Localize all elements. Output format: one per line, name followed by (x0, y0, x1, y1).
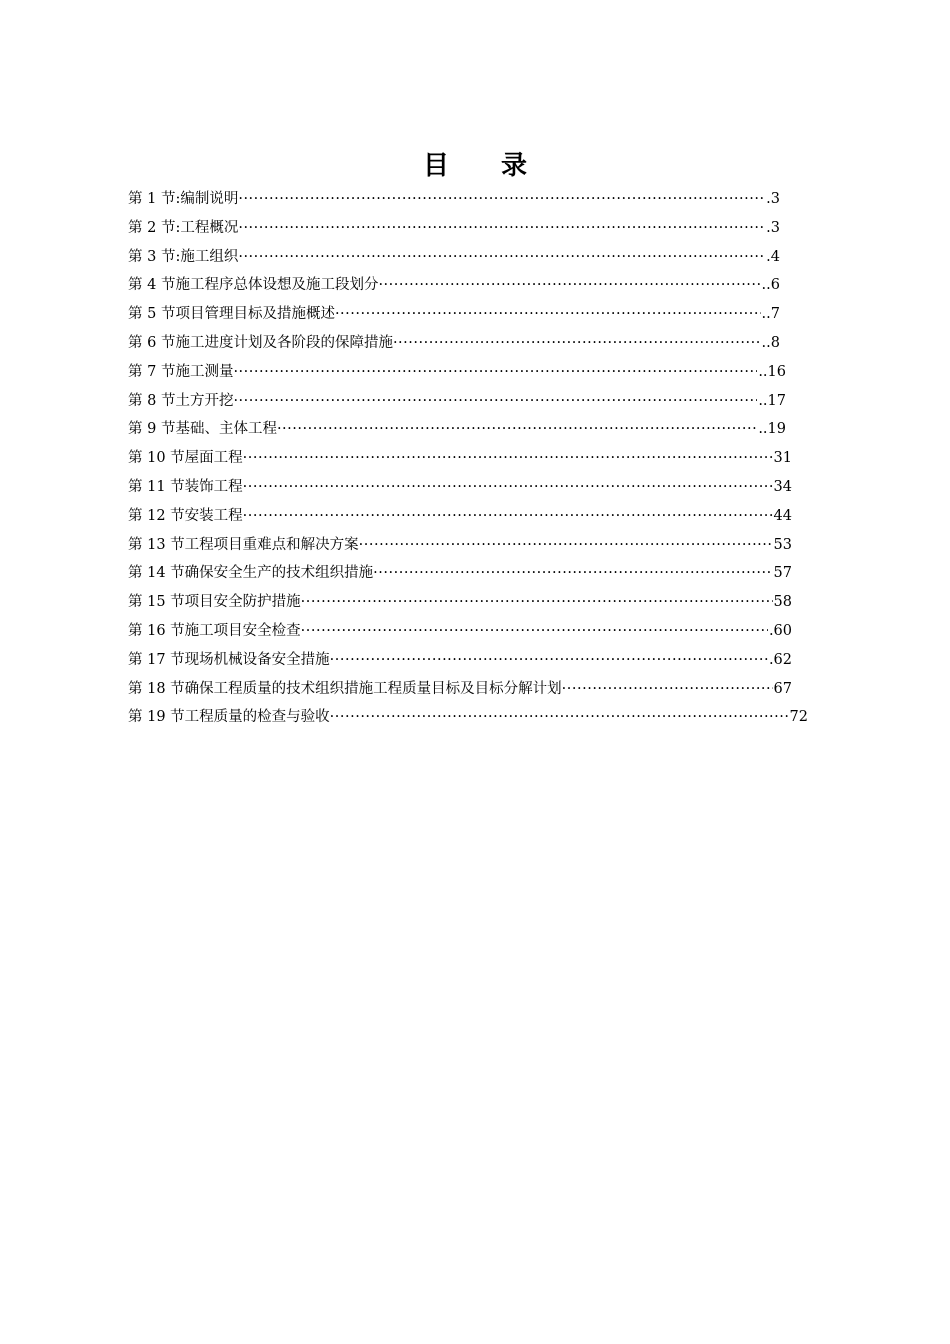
toc-leader-dots (562, 675, 773, 704)
toc-leader-dots (335, 300, 761, 329)
toc-entry-label: 第 9 节基础、主体工程 (128, 421, 277, 438)
toc-entry-label: 第 6 节施工进度计划及各阶段的保障措施 (128, 334, 393, 351)
toc-entry-page: .3 (766, 219, 780, 236)
toc-entry-17[interactable] (128, 646, 808, 675)
toc-entry-7[interactable] (128, 358, 808, 387)
page-title (0, 146, 950, 186)
toc-leader-dots (301, 588, 773, 617)
toc-list (128, 185, 808, 732)
toc-entry-page: 44 (773, 507, 792, 524)
toc-entry-14[interactable] (128, 559, 808, 588)
toc-entry-page: 31 (773, 450, 792, 467)
toc-entry-label: 第 14 节确保安全生产的技术组织措施 (128, 565, 374, 582)
toc-entry-1[interactable] (128, 185, 808, 214)
toc-entry-15[interactable] (128, 588, 808, 617)
toc-entry-page: ..19 (758, 421, 786, 438)
toc-leader-dots (301, 617, 768, 646)
toc-entry-label: 第 4 节施工程序总体设想及施工段划分 (128, 277, 379, 294)
toc-entry-label: 第 18 节确保工程质量的技术组织措施工程质量目标及目标分解计划 (128, 680, 562, 697)
toc-leader-dots (238, 214, 765, 243)
toc-entry-13[interactable] (128, 531, 808, 560)
toc-entry-2[interactable] (128, 214, 808, 243)
toc-entry-label: 第 15 节项目安全防护措施 (128, 594, 301, 611)
toc-entry-page: 53 (773, 536, 792, 553)
toc-entry-12[interactable] (128, 502, 808, 531)
toc-entry-8[interactable] (128, 387, 808, 416)
toc-entry-label: 第 10 节屋面工程 (128, 450, 243, 467)
toc-entry-label: 第 1 节:编制说明 (128, 191, 239, 207)
toc-entry-6[interactable] (128, 329, 808, 358)
toc-entry-page: ..16 (758, 363, 786, 380)
toc-entry-9[interactable] (128, 415, 808, 444)
toc-entry-3[interactable] (128, 243, 808, 272)
toc-leader-dots (243, 473, 773, 502)
toc-entry-page: .4 (766, 248, 780, 265)
toc-entry-label: 第 3 节:施工组织 (128, 248, 239, 265)
toc-entry-label: 第 7 节施工测量 (128, 363, 234, 380)
toc-leader-dots (373, 559, 772, 588)
toc-entry-4[interactable] (128, 271, 808, 300)
toc-entry-page: 72 (789, 709, 808, 726)
toc-entry-11[interactable] (128, 473, 808, 502)
toc-entry-label: 第 5 节项目管理目标及措施概述 (128, 306, 335, 323)
toc-entry-label: 第 8 节土方开挖 (128, 392, 234, 409)
toc-leader-dots (330, 703, 789, 732)
toc-entry-10[interactable] (128, 444, 808, 473)
toc-entry-18[interactable] (128, 675, 808, 704)
toc-entry-19[interactable] (128, 703, 808, 732)
toc-entry-label: 第 11 节装饰工程 (128, 478, 243, 495)
toc-entry-page: .62 (768, 651, 792, 668)
toc-entry-page: 67 (773, 680, 792, 697)
toc-entry-page: 34 (773, 478, 792, 495)
toc-entry-page: ..7 (761, 306, 780, 323)
toc-entry-page: ..6 (761, 277, 780, 294)
toc-entry-label: 第 12 节安装工程 (128, 507, 243, 524)
toc-entry-label: 第 2 节:工程概况 (128, 219, 239, 236)
toc-leader-dots (238, 243, 765, 272)
toc-entry-5[interactable] (128, 300, 808, 329)
toc-entry-label: 第 16 节施工项目安全检查 (128, 622, 301, 639)
toc-leader-dots (330, 646, 768, 675)
toc-entry-page: 57 (773, 565, 792, 582)
title-char-2: 录 (501, 151, 528, 181)
toc-entry-page: ..8 (761, 334, 780, 351)
toc-leader-dots (277, 415, 757, 444)
toc-leader-dots (243, 502, 773, 531)
toc-entry-label: 第 19 节工程质量的检查与验收 (128, 709, 330, 726)
toc-entry-page: ..17 (758, 392, 786, 409)
toc-leader-dots (233, 387, 757, 416)
toc-leader-dots (233, 358, 757, 387)
toc-leader-dots (238, 185, 765, 214)
toc-entry-16[interactable] (128, 617, 808, 646)
title-char-1: 目 (422, 151, 449, 181)
toc-entry-page: .60 (768, 622, 792, 639)
toc-leader-dots (243, 444, 773, 473)
toc-leader-dots (359, 531, 773, 560)
toc-leader-dots (378, 271, 760, 300)
toc-entry-page: 58 (773, 594, 792, 611)
toc-leader-dots (393, 329, 761, 358)
toc-entry-page: .3 (766, 191, 780, 207)
toc-entry-label: 第 17 节现场机械设备安全措施 (128, 651, 330, 668)
toc-entry-label: 第 13 节工程项目重难点和解决方案 (128, 536, 359, 553)
